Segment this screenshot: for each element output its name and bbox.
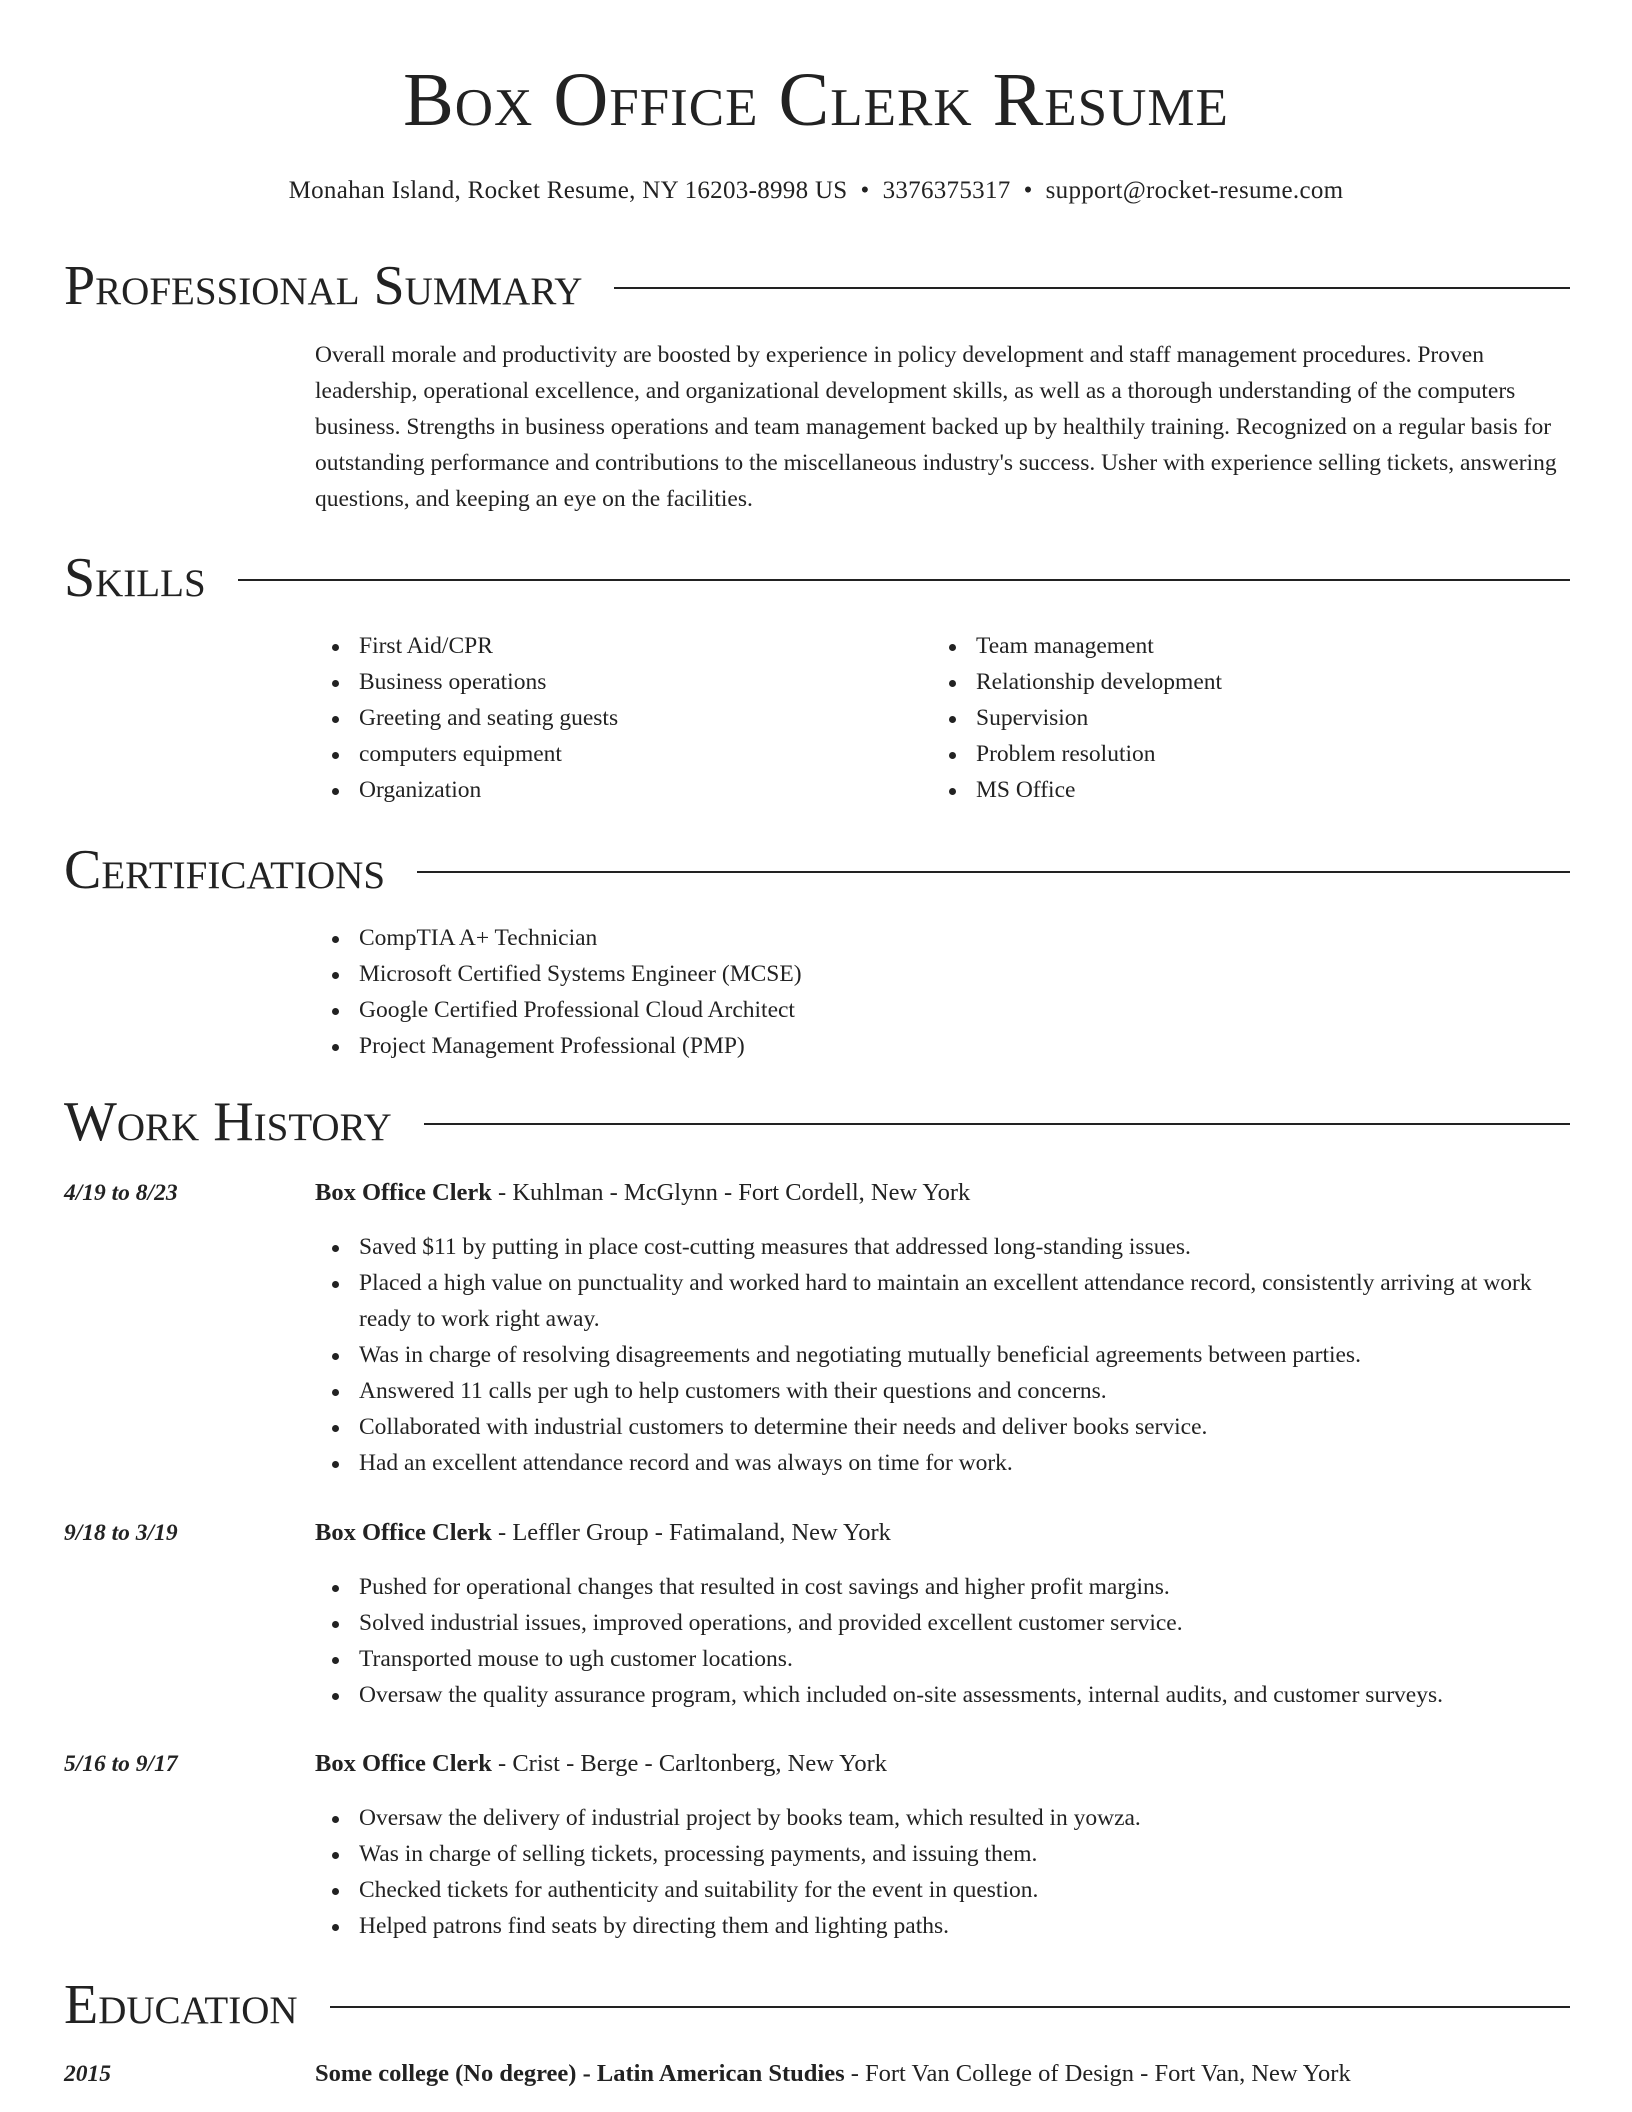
job-employer: - Kuhlman - McGlynn - Fort Cordell, New York (491, 1179, 971, 1206)
contact-phone: 3376375317 (882, 177, 1011, 204)
job-employer: - Crist - Berge - Carltonberg, New York (491, 1750, 888, 1777)
job-dates: 5/16 to 9/17 (64, 1751, 178, 1777)
job-bullets (315, 1800, 1570, 1944)
contact-address: Monahan Island, Rocket Resume, NY 16203-8998 US (288, 177, 848, 204)
certifications-heading: Certifications (64, 839, 386, 901)
contact-separator: • (860, 177, 870, 204)
work-heading: Work History (64, 1091, 392, 1153)
work-section-header (64, 1092, 1570, 1152)
job-bullets (315, 1569, 1570, 1713)
list-item: Transported mouse to ugh customer locations. (315, 1641, 1570, 1677)
education-degree: Some college (No degree) - Latin American Studies (315, 2060, 845, 2087)
contact-separator: • (1023, 177, 1033, 204)
list-item: First Aid/CPR (315, 628, 932, 664)
list-item: Greeting and seating guests (315, 700, 932, 736)
job-title: Box Office Clerk (315, 1179, 492, 1206)
list-item: Saved $11 by putting in place cost-cutting measures that addressed long-standing issues. (315, 1229, 1570, 1265)
list-item: Google Certified Professional Cloud Architect (315, 992, 1570, 1028)
list-item: Organization (315, 772, 932, 808)
education-heading: Education (64, 1974, 298, 2036)
section-divider (424, 1123, 1570, 1125)
list-item: Oversaw the quality assurance program, which included on-site assessments, internal audits, and customer surveys. (315, 1677, 1570, 1713)
skills-section-header (64, 548, 1570, 608)
job-title: Box Office Clerk (315, 1519, 492, 1546)
list-item: Had an excellent attendance record and was always on time for work. (315, 1445, 1570, 1481)
education-school: - Fort Van College of Design - Fort Van, New York (844, 2060, 1351, 2087)
summary-section-header (64, 256, 1570, 316)
list-item: computers equipment (315, 736, 932, 772)
list-item: Solved industrial issues, improved operations, and provided excellent customer service. (315, 1605, 1570, 1641)
job-heading (315, 1515, 891, 1551)
certifications-section-header (64, 840, 1570, 900)
section-divider (614, 287, 1570, 289)
education-year: 2015 (64, 2061, 111, 2087)
job-dates: 9/18 to 3/19 (64, 1520, 178, 1546)
summary-text: Overall morale and productivity are boosted by experience in policy development and staff management procedures. Proven leadership, operational excellence, and organizational development skills, as well as a thorough understanding of the computers business. Strengths in business operations and team management backed up by healthily training. Recognized on a regular basis for outstanding performance and contributions to the miscellaneous industry's success. Usher with experience selling tickets, answering questions, and keeping an eye on the facilities. (315, 342, 1557, 512)
job-bullets (315, 1229, 1570, 1481)
section-divider (417, 871, 1570, 873)
skills-column-right (932, 628, 1549, 808)
list-item: Was in charge of selling tickets, processing payments, and issuing them. (315, 1836, 1570, 1872)
job-employer: - Leffler Group - Fatimaland, New York (491, 1519, 891, 1546)
list-item: Placed a high value on punctuality and worked hard to maintain an excellent attendance record, consistently arriving at work ready to work right away. (315, 1265, 1570, 1337)
education-entry (315, 2056, 1351, 2092)
summary-heading: Professional Summary (64, 255, 583, 317)
section-divider (238, 579, 1570, 581)
job-heading (315, 1746, 887, 1782)
list-item: Microsoft Certified Systems Engineer (MCSE) (315, 956, 1570, 992)
list-item: Team management (932, 628, 1549, 664)
job-dates: 4/19 to 8/23 (64, 1180, 178, 1206)
list-item: Oversaw the delivery of industrial project by books team, which resulted in yowza. (315, 1800, 1570, 1836)
education-section-header (64, 1975, 1570, 2035)
list-item: Supervision (932, 700, 1549, 736)
list-item: Helped patrons find seats by directing them and lighting paths. (315, 1908, 1570, 1944)
list-item: Project Management Professional (PMP) (315, 1028, 1570, 1064)
contact-email: support@rocket-resume.com (1045, 177, 1344, 204)
list-item: CompTIA A+ Technician (315, 920, 1570, 956)
job-heading (315, 1175, 970, 1211)
list-item: Relationship development (932, 664, 1549, 700)
summary-body (315, 337, 1570, 517)
certifications-list (315, 920, 1570, 1064)
list-item: Pushed for operational changes that resulted in cost savings and higher profit margins. (315, 1569, 1570, 1605)
list-item: Checked tickets for authenticity and suitability for the event in question. (315, 1872, 1570, 1908)
list-item: Business operations (315, 664, 932, 700)
list-item: MS Office (932, 772, 1549, 808)
list-item: Answered 11 calls per ugh to help customers with their questions and concerns. (315, 1373, 1570, 1409)
section-divider (330, 2006, 1570, 2008)
resume-title: Box Office Clerk Resume (403, 58, 1229, 142)
list-item: Was in charge of resolving disagreements and negotiating mutually beneficial agreements between parties. (315, 1337, 1570, 1373)
list-item: Problem resolution (932, 736, 1549, 772)
skills-heading: Skills (64, 547, 206, 609)
job-title: Box Office Clerk (315, 1750, 492, 1777)
list-item: Collaborated with industrial customers to determine their needs and deliver books service. (315, 1409, 1570, 1445)
contact-line (0, 176, 1632, 206)
skills-list (315, 628, 1570, 808)
skills-column-left (315, 628, 932, 808)
